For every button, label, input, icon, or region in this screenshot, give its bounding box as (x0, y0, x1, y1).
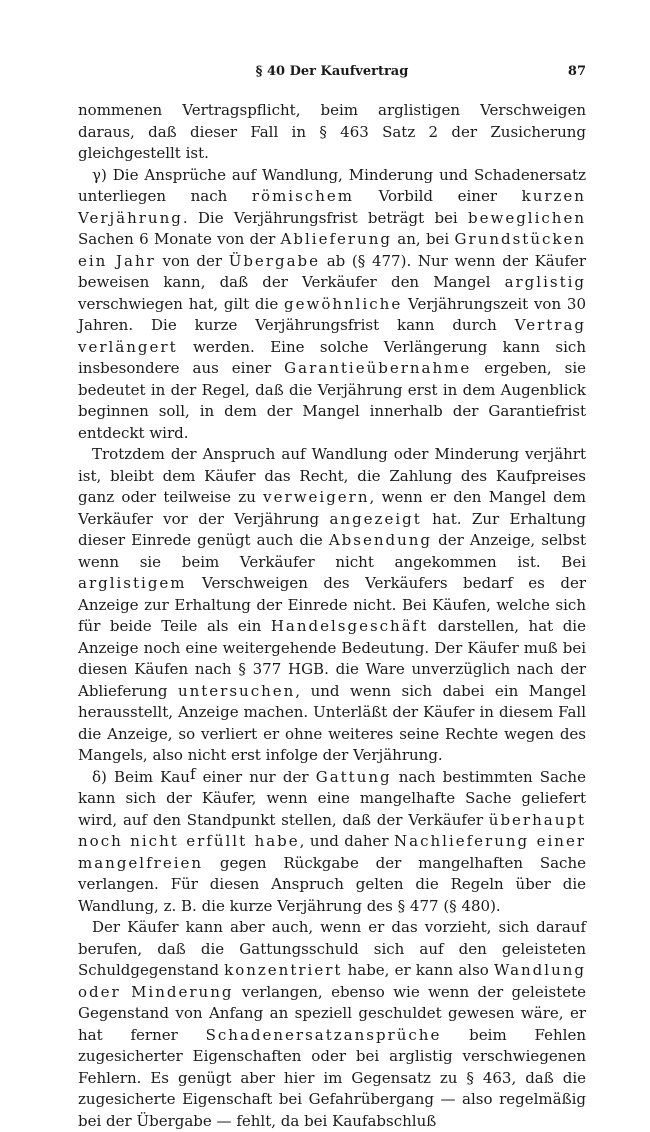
text-run: ergeben, sie bedeutet in der Regel, daß die Verjährung erst in dem Augenblick beginnen soll, in dem der Mangel innerhalb der Garantiefrist entdeckt wird. (78, 359, 587, 442)
paragraph (78, 165, 586, 445)
emphasized-text: Schadenersatzansprüche (205, 1025, 442, 1044)
emphasized-text: Übergabe (228, 251, 321, 270)
paragraph (78, 764, 587, 918)
text-run: beim Fehlen zugesicherter Eigenschaften oder bei arglistig verschwiegenen Fehlern. Es genügt aber hier im Gegensatz zu § 463, daß die zugesicherte Eigenschaft bei Gefahrübergang — also regelmäßig bei der Übergabe — fehlt, da bei Kaufabschluß (78, 1025, 586, 1130)
emphasized-text: Grundstücken ein Jahr (78, 230, 587, 270)
text-run: γ) Die Ansprüche auf Wandlung, Minderung und Schadenersatz unterliegen nach (78, 165, 586, 205)
text-run: Verschweigen des Verkäufers bedarf es der Anzeige zur Erhaltung der Einrede nicht. Bei Käufen, welche sich für beide Teile als ein (78, 574, 586, 635)
text-run: gegen Rückgabe der mangelhaften Sache verlangen. Für diesen Anspruch gelten die Regeln über die Wandlung, z. B. die kurze Verjährung des § 477 (§ 480). (78, 853, 586, 915)
emphasized-text: untersuchen (177, 681, 296, 700)
emphasized-text: Handelsgeschäft (270, 617, 429, 635)
text-run: der Anzeige, selbst wenn sie beim Verkäufer nicht angekommen ist. Bei (78, 531, 586, 571)
emphasized-text: überhaupt noch nicht erfüllt habe (78, 810, 586, 850)
text-run: einer nur der (195, 767, 316, 786)
emphasized-text: Vertrag verlängert (78, 316, 586, 356)
text-run: nach bestimmten Sache kann sich der Käufer, wenn eine mangelhafte Sache geliefert wird, auf den Standpunkt stellen, daß der Verkäufer (78, 767, 586, 829)
text-run: ab (§ 477). Nur wenn der Käufer beweisen kann, daß der Verkäufer den Mangel (78, 251, 587, 291)
emphasized-text: römischem (251, 187, 354, 205)
emphasized-text: Wandlung oder Minderung (78, 961, 587, 1001)
emphasized-text: verweigern (263, 488, 370, 506)
raised-letter: f (189, 764, 196, 783)
text-run: habe, er kann also (342, 961, 494, 979)
paragraph (78, 100, 586, 165)
text-run: verlangen, ebenso wie wenn der geleistete Gegenstand von Anfang an speziell geschuldet gewesen wäre, er hat ferner (78, 982, 587, 1044)
page-number: 87 (567, 64, 586, 79)
chapter-title: § 40 Der Kaufvertrag (255, 64, 409, 79)
emphasized-text: Ablieferung (280, 230, 392, 248)
text-run: Sachen 6 Monate von der (78, 230, 281, 248)
text-run: nommenen Vertragspflicht, beim arglistigen Verschweigen daraus, daß dieser Fall in § 463 Satz 2 der Zusicherung gleichgestellt ist. (78, 101, 586, 162)
emphasized-text: Nachlieferung einer mangelfreien (78, 832, 587, 872)
emphasized-text: gewöhnliche (284, 294, 403, 313)
emphasized-text: arglistigem (78, 574, 187, 592)
paragraph (78, 917, 586, 1132)
text-run: Vorbild einer (353, 187, 522, 205)
text-run: . Die Verjährungsfrist beträgt bei (182, 208, 468, 227)
emphasized-text: beweglichen (468, 208, 586, 227)
text-run: δ) Beim Kau (92, 767, 190, 786)
emphasized-text: kurzen Verjährung (78, 187, 586, 227)
emphasized-text: konzentriert (224, 961, 343, 979)
emphasized-text: Garantieübernahme (284, 359, 472, 377)
text-run: an, bei (391, 230, 455, 248)
text-run: , und wenn sich dabei ein Mangel herausstellt, Anzeige machen. Unterläßt der Käufer in diesem Fall die Anzeige, so verliert er ohne weiteres seine Rechte wegen des Mangels, also nicht erst infolge der Verjährung. (78, 681, 586, 764)
text-run: von der (155, 251, 229, 270)
text-run: verschwiegen hat, gilt die (78, 294, 284, 313)
paragraph (78, 444, 586, 767)
text-run: darstellen, hat die Anzeige noch eine weitergehende Bedeutung. Der Käufer muß bei diesen Käufen nach § 377 HGB. die Ware unverzüglich nach der Ablieferung (78, 617, 586, 700)
text-run: , und daher (299, 832, 395, 850)
text-run: Der Käufer kann aber auch, wenn er das vorzieht, sich darauf berufen, daß die Gattungsschuld sich auf den geleisteten Schuldgegenstand (78, 918, 586, 979)
emphasized-text: angezeigt (329, 509, 422, 528)
text-run: Trotzdem der Anspruch auf Wandlung oder Minderung verjährt ist, bleibt dem Käufer das Recht, die Zahlung des Kaufpreises ganz oder teilweise zu (78, 445, 586, 506)
text-run: hat. Zur Erhaltung dieser Einrede genügt auch die (78, 509, 587, 549)
emphasized-text: Absendung (328, 531, 433, 549)
body-text (78, 100, 586, 1132)
emphasized-text: arglistig (504, 273, 586, 291)
text-run: Verjährungszeit von 30 Jahren. Die kurze Verjährungsfrist kann durch (78, 294, 586, 334)
text-run: werden. Eine solche Verlängerung kann sich insbesondere aus einer (78, 337, 586, 377)
running-header (78, 64, 586, 86)
emphasized-text: Gattung (315, 767, 392, 786)
text-run: , wenn er den Mangel dem Verkäufer vor der Verjährung (78, 488, 586, 528)
